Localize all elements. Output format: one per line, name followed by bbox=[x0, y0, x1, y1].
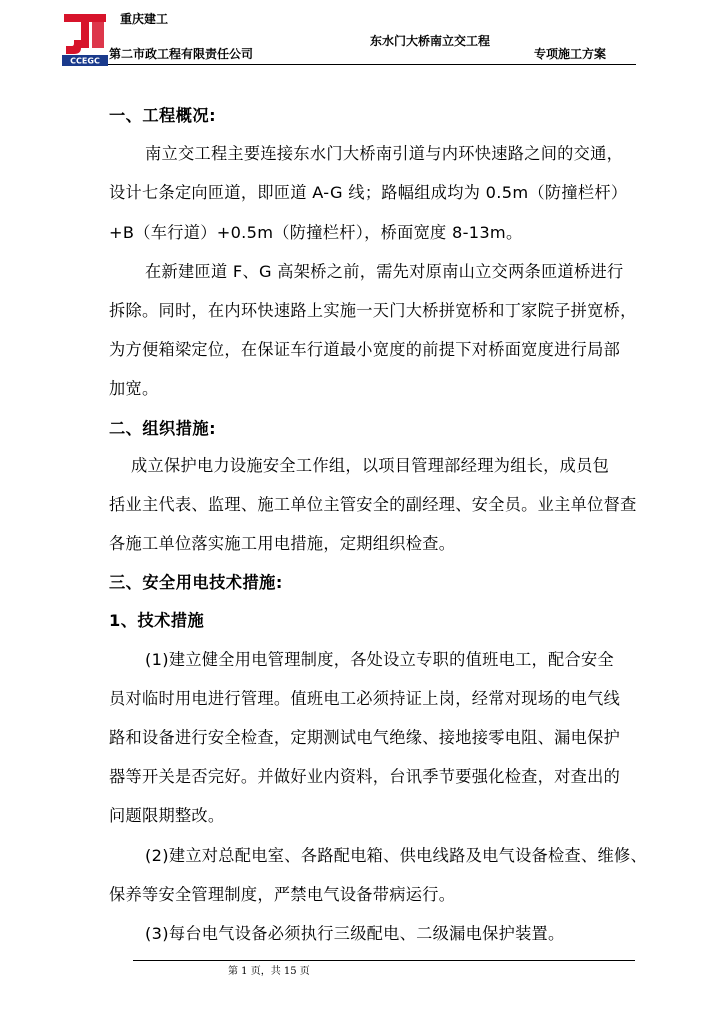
section-1-paragraph-2 bbox=[109, 256, 639, 405]
section-3-paragraph-1 bbox=[109, 644, 639, 832]
text-line: 加宽。 bbox=[109, 379, 159, 399]
text-line: 为方便箱梁定位，在保证车行道最小宽度的前提下对桥面宽度进行局部 bbox=[109, 340, 621, 360]
project-title: 东水门大桥南立交工程 bbox=[370, 34, 491, 48]
text-line: 员对临时用电进行管理。值班电工必须持证上岗，经常对现场的电气线 bbox=[109, 688, 621, 708]
text-line: 括业主代表、监理、施工单位主管安全的副经理、安全员。业主单位督查 bbox=[109, 494, 637, 514]
section-3-title: 三、安全用电技术措施: bbox=[109, 573, 283, 593]
section-2-title: 二、组织措施: bbox=[109, 418, 217, 438]
text-line: 保养等安全管理制度，严禁电气设备带病运行。 bbox=[109, 884, 456, 904]
text-line: 器等开关是否完好。并做好业内资料，台讯季节要强化检查，对查出的 bbox=[109, 767, 621, 787]
company-name-line2: 第二市政工程有限责任公司 bbox=[109, 47, 254, 61]
text-line: +B（车行道）+0.5m（防撞栏杆），桥面宽度 8-13m。 bbox=[109, 222, 523, 242]
section-3-paragraph-3 bbox=[109, 918, 639, 949]
section-1-title: 一、工程概况: bbox=[109, 106, 217, 125]
logo-text: CCEGC bbox=[70, 56, 100, 66]
text-line: 设计七条定向匝道，即匝道 A-G 线；路幅组成均为 0.5m（防撞栏杆） bbox=[109, 183, 628, 203]
text-line: (2)建立对总配电室、各路配电箱、供电线路及电气设备检查、维修、 bbox=[145, 845, 647, 865]
text-line: 各施工单位落实施工用电措施，定期组织检查。 bbox=[109, 534, 456, 554]
company-logo bbox=[62, 10, 108, 66]
section-3-subtitle-1: 1、技术措施 bbox=[109, 611, 205, 631]
text-line: 成立保护电力设施安全工作组，以项目管理部经理为组长，成员包 bbox=[131, 455, 610, 475]
text-line: (3)每台电气设备必须执行三级配电、二级漏电保护装置。 bbox=[145, 924, 565, 943]
section-1-paragraph-1 bbox=[109, 138, 639, 248]
header-rule bbox=[108, 64, 636, 65]
page-header bbox=[62, 10, 636, 66]
document-body bbox=[109, 100, 647, 949]
company-name-line1: 重庆建工 bbox=[120, 12, 169, 26]
text-line: 问题限期整改。 bbox=[109, 806, 225, 826]
footer-rule bbox=[133, 960, 635, 961]
text-line: 在新建匝道 F、G 高架桥之前，需先对原南山立交两条匝道桥进行 bbox=[145, 261, 624, 281]
text-line: 南立交工程主要连接东水门大桥南引道与内环快速路之间的交通， bbox=[145, 144, 624, 164]
text-line: (1)建立健全用电管理制度，各处设立专职的值班电工，配合安全 bbox=[145, 649, 614, 669]
section-2-paragraph-1 bbox=[109, 450, 639, 560]
text-line: 路和设备进行安全检查，定期测试电气绝缘、接地接零电阻、漏电保护 bbox=[109, 728, 621, 748]
doc-type: 专项施工方案 bbox=[534, 47, 607, 61]
text-line: 拆除。同时，在内环快速路上实施一天门大桥拼宽桥和丁家院子拼宽桥， bbox=[109, 300, 637, 320]
page-number: 第 1 页，共 15 页 bbox=[228, 966, 310, 977]
section-3-paragraph-2 bbox=[109, 840, 647, 910]
